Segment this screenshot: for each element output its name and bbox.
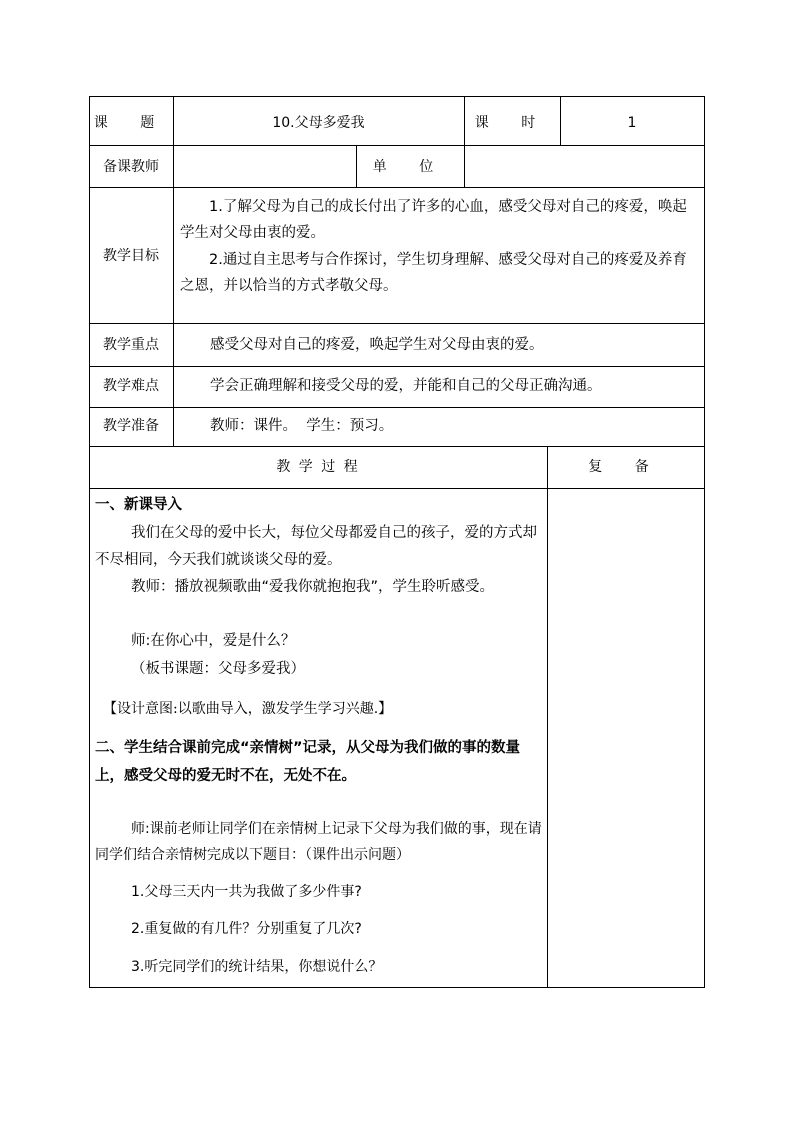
section1-paragraph: 教师：播放视频歌曲“爱我你就抱抱我”，学生聆听感受。 — [131, 579, 495, 595]
goal-item: 1.了解父母为自己的成长付出了许多的心血，感受父母对自己的疼爱，唤起学生对父母由衷的爱。 — [180, 199, 687, 241]
difficulty-text: 学会正确理解和接受父母的爱，并能和自己的父母正确沟通。 — [210, 378, 602, 394]
key-point-text: 感受父母对自己的疼爱，唤起学生对父母由衷的爱。 — [210, 337, 544, 353]
unit-label: 单 位 — [372, 159, 448, 175]
row-divider — [89, 187, 705, 188]
col-divider — [464, 145, 465, 188]
row-divider — [89, 366, 705, 367]
row-divider — [89, 407, 705, 408]
question-item: 3.听完同学们的统计结果，你想说什么？ — [131, 959, 383, 975]
col-divider — [173, 96, 174, 447]
question-item: 1.父母三天内一共为我做了多少件事? — [131, 884, 362, 900]
section1-paragraph: 师:在你心中，爱是什么？ — [131, 633, 296, 649]
row-divider — [89, 446, 705, 447]
period-value: 1 — [627, 115, 637, 131]
process-header: 教 学 过 程 — [276, 459, 360, 475]
table-border-top — [89, 96, 705, 97]
design-note: 【设计意图:以歌曲导入，激发学生学习兴趣.】 — [103, 701, 393, 717]
topic-label: 课 题 — [93, 115, 169, 131]
review-header: 复 备 — [588, 459, 663, 475]
topic-value: 10.父母多爱我 — [272, 115, 365, 131]
section2-title: 二、学生结合课前完成“亲情树”记录，从父母为我们做的事的数量上，感受父母的爱无时不在，无处不在。 — [95, 740, 521, 784]
section1-paragraph: 我们在父母的爱中长大，每位父母都爱自己的孩子，爱的方式却不尽相同，今天我们就谈谈父母的爱。 — [95, 525, 537, 568]
key-point-label: 教学重点 — [103, 337, 159, 353]
row-divider — [89, 145, 705, 146]
table-border-right — [704, 96, 705, 988]
section1-title: 一、新课导入 — [95, 497, 182, 513]
difficulty-label: 教学难点 — [103, 378, 159, 394]
teacher-label: 备课教师 — [103, 159, 159, 175]
preparation-label: 教学准备 — [103, 418, 159, 434]
review-column — [548, 489, 704, 987]
section1-paragraph: （板书课题：父母多爱我） — [131, 661, 305, 677]
question-item: 2.重复做的有几件？分别重复了几次? — [131, 921, 362, 937]
preparation-text: 教师：课件。 学生：预习。 — [210, 418, 394, 434]
row-divider — [89, 323, 705, 324]
table-border-left — [89, 96, 90, 988]
goals-label: 教学目标 — [103, 248, 159, 264]
section2-paragraph: 师:课前老师让同学们在亲情树上记录下父母为我们做的事，现在请同学们结合亲情树完成以下题目：（课件出示问题） — [95, 821, 542, 863]
table-border-bottom — [89, 987, 705, 988]
period-label: 课 时 — [474, 115, 550, 131]
goal-item: 2.通过自主思考与合作探讨，学生切身理解、感受父母对自己的疼爱及养育之恩，并以恰当的方式孝敬父母。 — [180, 252, 687, 294]
